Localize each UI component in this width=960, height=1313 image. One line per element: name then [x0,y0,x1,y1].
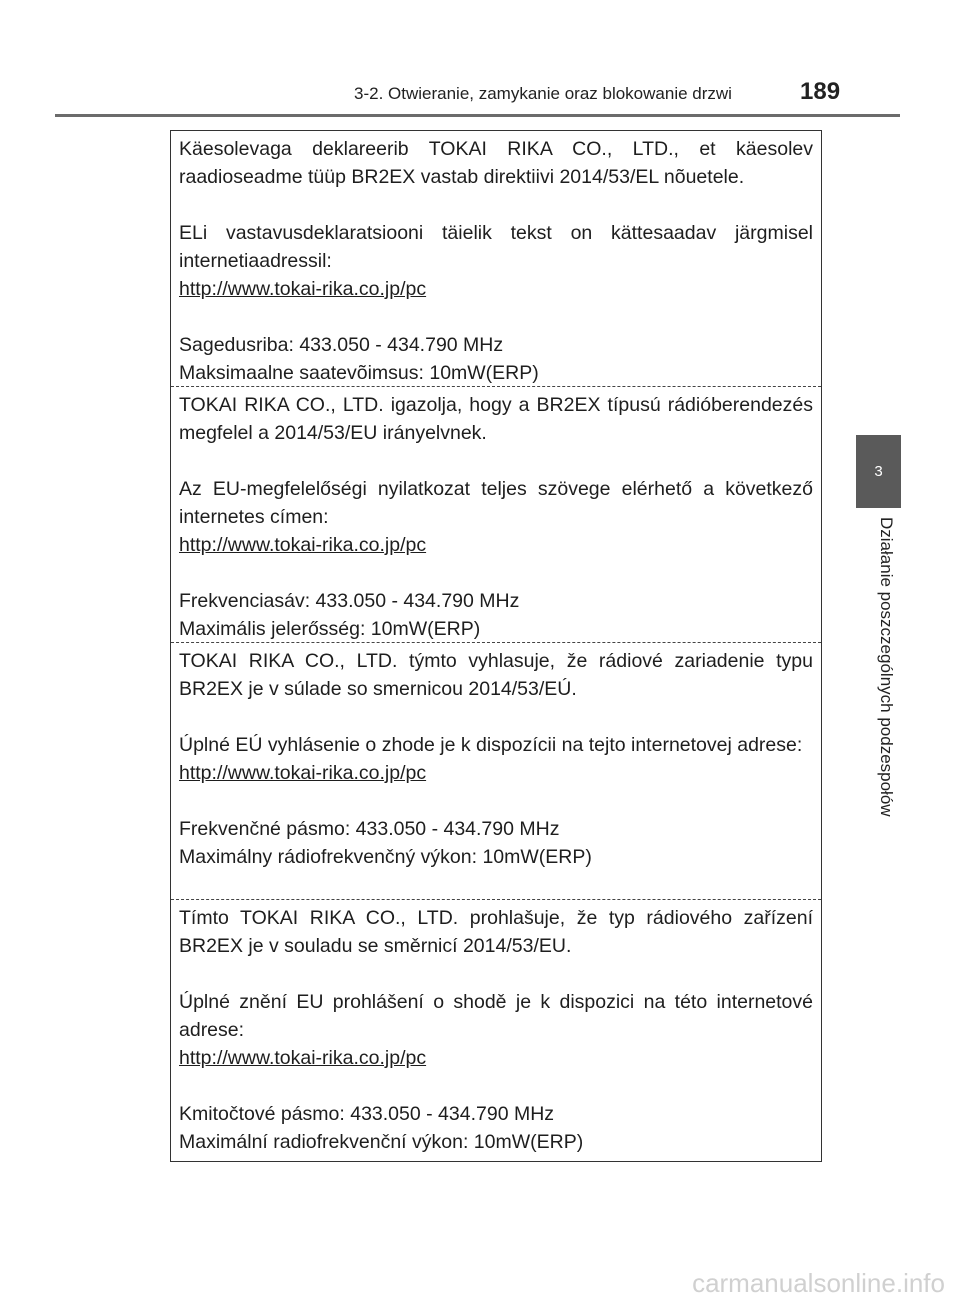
max-power: Maximální radiofrekvenční výkon: 10mW(ERP) [179,1131,584,1153]
declaration-section-estonian [171,131,821,386]
chapter-tab [856,435,901,508]
max-power: Maximálny rádiofrekvenčný výkon: 10mW(ERP) [179,846,592,868]
declaration-text: Tímto TOKAI RIKA CO., LTD. prohlašuje, že typ rádiového zařízení BR2EX je v souladu se směrnicí 2014/53/EU. [179,907,813,957]
max-power: Maksimaalne saatevõimsus: 10mW(ERP) [179,362,539,384]
site-watermark: carmanualsonline.info [692,1268,945,1298]
full-text-note: Úplné znění EU prohlášení o shodě je k dispozici na této internetové adrese: [179,991,813,1041]
declaration-section-czech [171,899,821,1161]
header-divider [55,114,900,117]
page-header-title: 3-2. Otwieranie, zamykanie oraz blokowanie drzwi [354,84,732,103]
frequency-band: Frekvenciasáv: 433.050 - 434.790 MHz [179,590,520,612]
chapter-label: Działanie poszczególnych podzespołów [877,517,896,817]
declaration-section-slovak [171,642,821,899]
frequency-band: Kmitočtové pásmo: 433.050 - 434.790 MHz [179,1103,555,1125]
declaration-text: TOKAI RIKA CO., LTD. týmto vyhlasuje, že rádiové zariadenie typu BR2EX je v súlade so smernicou 2014/53/EÚ. [179,650,813,700]
full-text-note: Az EU-megfelelőségi nyilatkozat teljes szövege elérhető a következő internetes címen: [179,478,813,528]
declaration-url-link[interactable]: http://www.tokai-rika.co.jp/pc [179,534,427,556]
declaration-section-hungarian [171,386,821,642]
chapter-number: 3 [874,463,883,480]
full-text-note: Úplné EÚ vyhlásenie o zhode je k dispozícii na tejto internetovej adrese: [179,734,803,756]
frequency-band: Frekvenčné pásmo: 433.050 - 434.790 MHz [179,818,560,840]
declaration-text: TOKAI RIKA CO., LTD. igazolja, hogy a BR2EX típusú rádióberendezés megfelel a 2014/53/EU irányelvnek. [179,394,813,444]
declaration-box [170,130,822,1162]
max-power: Maximális jelerősség: 10mW(ERP) [179,618,481,640]
declaration-url-link[interactable]: http://www.tokai-rika.co.jp/pc [179,762,427,784]
page-number: 189 [800,78,841,105]
full-text-note: ELi vastavusdeklaratsiooni täielik tekst on kättesaadav järgmisel internetiaadressil: [179,222,813,272]
declaration-text: Käesolevaga deklareerib TOKAI RIKA CO., LTD., et käesolev raadioseadme tüüp BR2EX vastab direktiivi 2014/53/EL nõuetele. [179,138,813,188]
declaration-url-link[interactable]: http://www.tokai-rika.co.jp/pc [179,1047,427,1069]
declaration-url-link[interactable]: http://www.tokai-rika.co.jp/pc [179,278,427,300]
frequency-band: Sagedusriba: 433.050 - 434.790 MHz [179,334,504,356]
